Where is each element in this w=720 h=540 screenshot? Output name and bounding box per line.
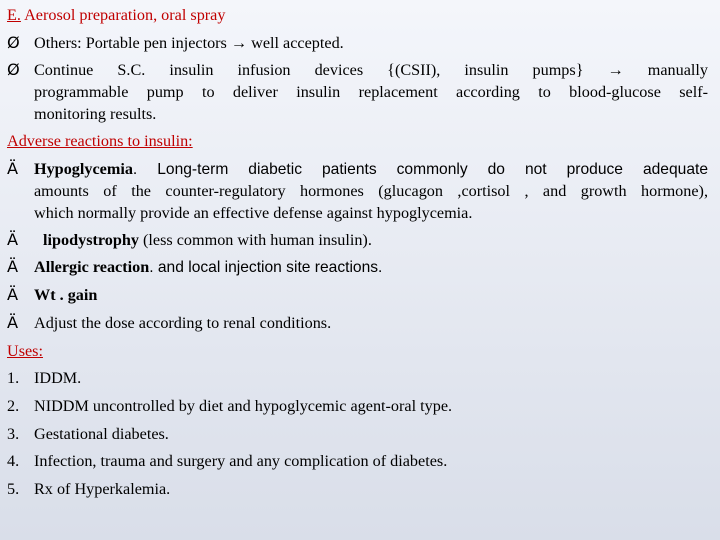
uses-item: Gestational diabetes. xyxy=(34,425,169,443)
adverse-text: (less common with human insulin). xyxy=(138,231,372,249)
adverse-reactions-heading: Adverse reactions to insulin: xyxy=(7,132,193,150)
adverse-allergic xyxy=(34,256,708,279)
adverse-text: . and local injection site reactions. xyxy=(149,259,383,276)
arrow-bullet-icon: Ø xyxy=(7,33,20,52)
bullet-pen-injectors: Others: Portable pen injectors → well accepted. xyxy=(34,34,344,52)
adverse-hypoglycemia-line2: amounts of the counter-regulatory hormones (glucagon ,cortisol , and growth hormone), xyxy=(34,182,708,200)
section-e-letter: E. xyxy=(7,6,21,24)
uses-item: IDDM. xyxy=(34,369,82,387)
section-e-line xyxy=(7,4,708,26)
arrow-bullet-icon: Ø xyxy=(7,60,20,79)
check-arrow-bullet-icon: Ä xyxy=(7,313,19,332)
uses-number: 3. xyxy=(7,425,20,443)
uses-item: Infection, trauma and surgery and any complication of diabetes. xyxy=(34,452,448,470)
check-arrow-bullet-icon: Ä xyxy=(7,230,19,249)
bullet-csii-line2: programmable pump to deliver insulin replacement according to blood-glucose self- xyxy=(34,83,708,101)
adverse-term: Hypoglycemia xyxy=(34,160,133,178)
adverse-text: . Long-term diabetic patients commonly do not produce adequate xyxy=(132,161,708,178)
check-arrow-bullet-icon: Ä xyxy=(7,159,19,178)
adverse-term: lipodystrophy xyxy=(43,231,139,249)
uses-number: 2. xyxy=(7,397,20,415)
section-e-text: Aerosol preparation, oral spray xyxy=(20,6,226,24)
uses-heading: Uses: xyxy=(7,342,43,360)
uses-number: 4. xyxy=(7,452,20,470)
adverse-adjust-dose: Adjust the dose according to renal conditions. xyxy=(34,314,332,332)
adverse-hypoglycemia-line3: which normally provide an effective defense against hypoglycemia. xyxy=(34,204,473,222)
bullet-csii-line1: Continue S.C. insulin infusion devices {(CSII), insulin pumps} → manually xyxy=(34,61,708,79)
check-arrow-bullet-icon: Ä xyxy=(7,285,19,304)
uses-item: NIDDM uncontrolled by diet and hypoglycemic agent-oral type. xyxy=(34,397,453,415)
adverse-term: Allergic reaction xyxy=(34,258,150,276)
adverse-weight-gain: Wt . gain xyxy=(34,286,98,304)
check-arrow-bullet-icon: Ä xyxy=(7,257,19,276)
adverse-hypoglycemia-line1 xyxy=(34,158,708,181)
uses-item: Rx of Hyperkalemia. xyxy=(34,480,171,498)
uses-number: 1. xyxy=(7,369,20,387)
bullet-csii-line3: monitoring results. xyxy=(34,105,157,123)
adverse-lipodystrophy xyxy=(43,229,708,251)
uses-number: 5. xyxy=(7,480,20,498)
